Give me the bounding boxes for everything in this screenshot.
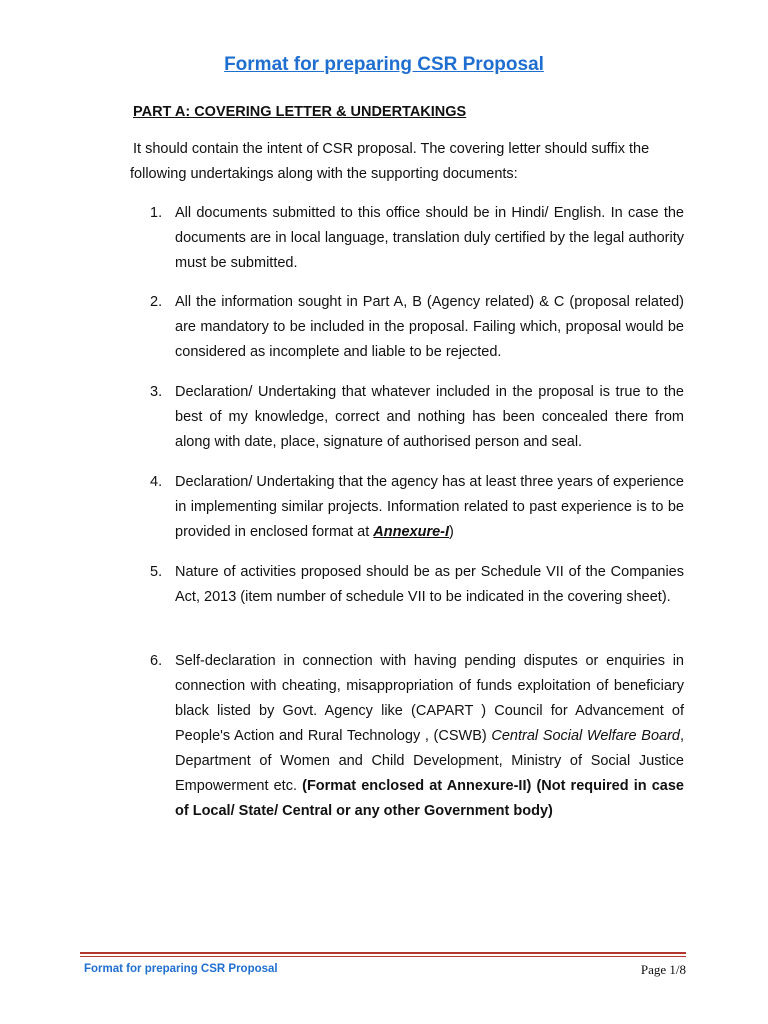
item-text-tail: ) bbox=[449, 524, 454, 540]
item-text bbox=[175, 649, 684, 824]
page-number: Page 1/8 bbox=[640, 962, 686, 977]
document-title: Format for preparing CSR Proposal bbox=[224, 54, 544, 75]
item-text: Nature of activities proposed should be as per Schedule VII of the Companies Act, 2013 (item number of schedule VII to be indicated in the covering sheet). bbox=[175, 564, 684, 605]
item-text bbox=[175, 470, 684, 545]
item-text-part-a: Self-declaration in connection with having pending disputes or enquiries in connection with cheating, misappropriation of funds exploitation of beneficiary black listed by Govt. Agency like (CAPART ) Council for Advancement of People's Action and Rural Technology , (CSWB) bbox=[175, 653, 684, 744]
item-text: Declaration/ Undertaking that whatever included in the proposal is true to the best of my knowledge, correct and nothing has been concealed there from along with date, place, signature of authorised person and seal. bbox=[175, 384, 684, 450]
intro-line-1: It should contain the intent of CSR proposal. The covering letter should suffix the bbox=[133, 141, 650, 157]
annexure-i-reference: Annexure-I bbox=[373, 524, 450, 540]
item-text-part-b: , Department of Women and Child Development, Ministry of Social Justice Empowerment etc. bbox=[175, 728, 684, 794]
item-text: All the information sought in Part A, B (Agency related) & C (proposal related) are mandatory to be included in the proposal. Failing which, proposal would be considered as incomplete and liable to be rejected. bbox=[175, 294, 684, 360]
item-text: All documents submitted to this office should be in Hindi/ English. In case the documents are in local language, translation duly certified by the legal authority must be submitted. bbox=[175, 205, 684, 271]
footer-document-title: Format for preparing CSR Proposal bbox=[84, 963, 278, 975]
intro-line-2: following undertakings along with the supporting documents: bbox=[130, 166, 518, 182]
cswb-name: Central Social Welfare Board bbox=[491, 728, 680, 744]
section-heading: PART A: COVERING LETTER & UNDERTAKINGS bbox=[133, 104, 467, 120]
item-number: 2. bbox=[150, 294, 163, 310]
footer-rule bbox=[80, 952, 686, 954]
item-number: 1. bbox=[150, 205, 163, 221]
annexure-ii-note: (Format enclosed at Annexure-II) (Not required in case of Local/ State/ Central or any other Government body) bbox=[175, 778, 684, 819]
item-number: 4. bbox=[150, 474, 163, 490]
item-number: 6. bbox=[150, 653, 163, 669]
footer-rule-thin bbox=[80, 956, 686, 957]
item-number: 5. bbox=[150, 564, 163, 580]
item-number: 3. bbox=[150, 384, 163, 400]
intro-paragraph bbox=[130, 137, 685, 187]
item-text-body: Declaration/ Undertaking that the agency has at least three years of experience in implementing similar projects. Information related to past experience is to be provided in enclosed format at bbox=[175, 474, 684, 540]
